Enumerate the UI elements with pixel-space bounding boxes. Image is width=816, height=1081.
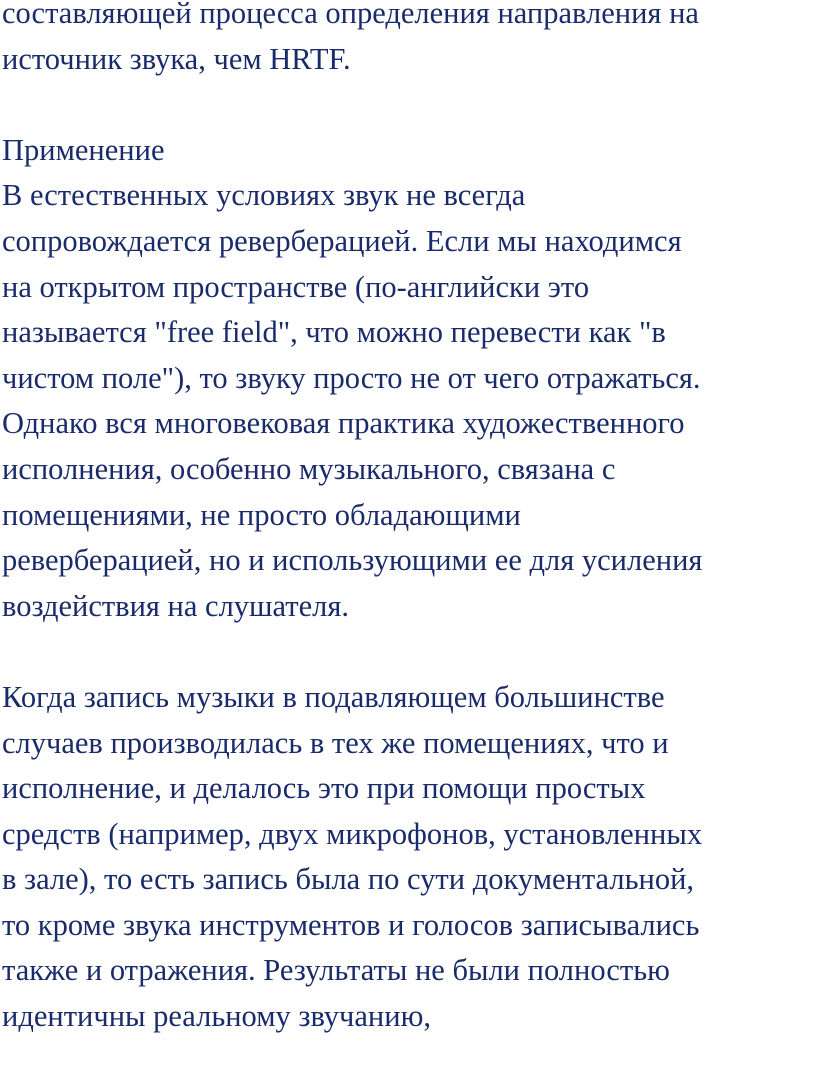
text-line: средств (например, двух микрофонов, установленных <box>2 816 703 851</box>
paragraph-recording <box>2 675 808 1040</box>
text-line: сопровождается реверберацией. Если мы находимся <box>2 223 682 258</box>
text-line: то кроме звука инструментов и голосов записывались <box>2 907 700 942</box>
text-line: на открытом пространстве (по-английски это <box>2 269 590 304</box>
text-line: источник звука, чем HRTF. <box>2 41 351 76</box>
text-line: Когда запись музыки в подавляющем большинстве <box>2 679 665 714</box>
paragraph-intro <box>2 0 808 82</box>
paragraph-gap <box>2 629 808 675</box>
text-line: реверберацией, но и использующими ее для усиления <box>2 543 703 578</box>
text-line: идентичны реальному звучанию, <box>2 999 431 1034</box>
text-line: помещениями, не просто обладающими <box>2 497 521 532</box>
paragraph-application <box>2 173 808 629</box>
text-line: также и отражения. Результаты не были полностью <box>2 953 670 988</box>
text-line: Однако вся многовековая практика художественного <box>2 406 685 441</box>
text-line: исполнение, и делалось это при помощи простых <box>2 771 646 806</box>
paragraph-gap <box>2 82 808 128</box>
text-line: называется "free field", что можно перевести как "в <box>2 315 666 350</box>
section-heading: Применение <box>2 132 165 167</box>
text-line: В естественных условиях звук не всегда <box>2 178 526 213</box>
text-line: случаев производилась в тех же помещениях, что и <box>2 725 669 760</box>
text-line: воздействия на слушателя. <box>2 588 350 623</box>
text-line: чистом поле"), то звуку просто не от чего отражаться. <box>2 360 701 395</box>
text-line: в зале), то есть запись была по сути документальной, <box>2 862 695 897</box>
text-line: составляющей процесса определения направления на <box>2 0 699 30</box>
text-line: исполнения, особенно музыкального, связана с <box>2 451 616 486</box>
